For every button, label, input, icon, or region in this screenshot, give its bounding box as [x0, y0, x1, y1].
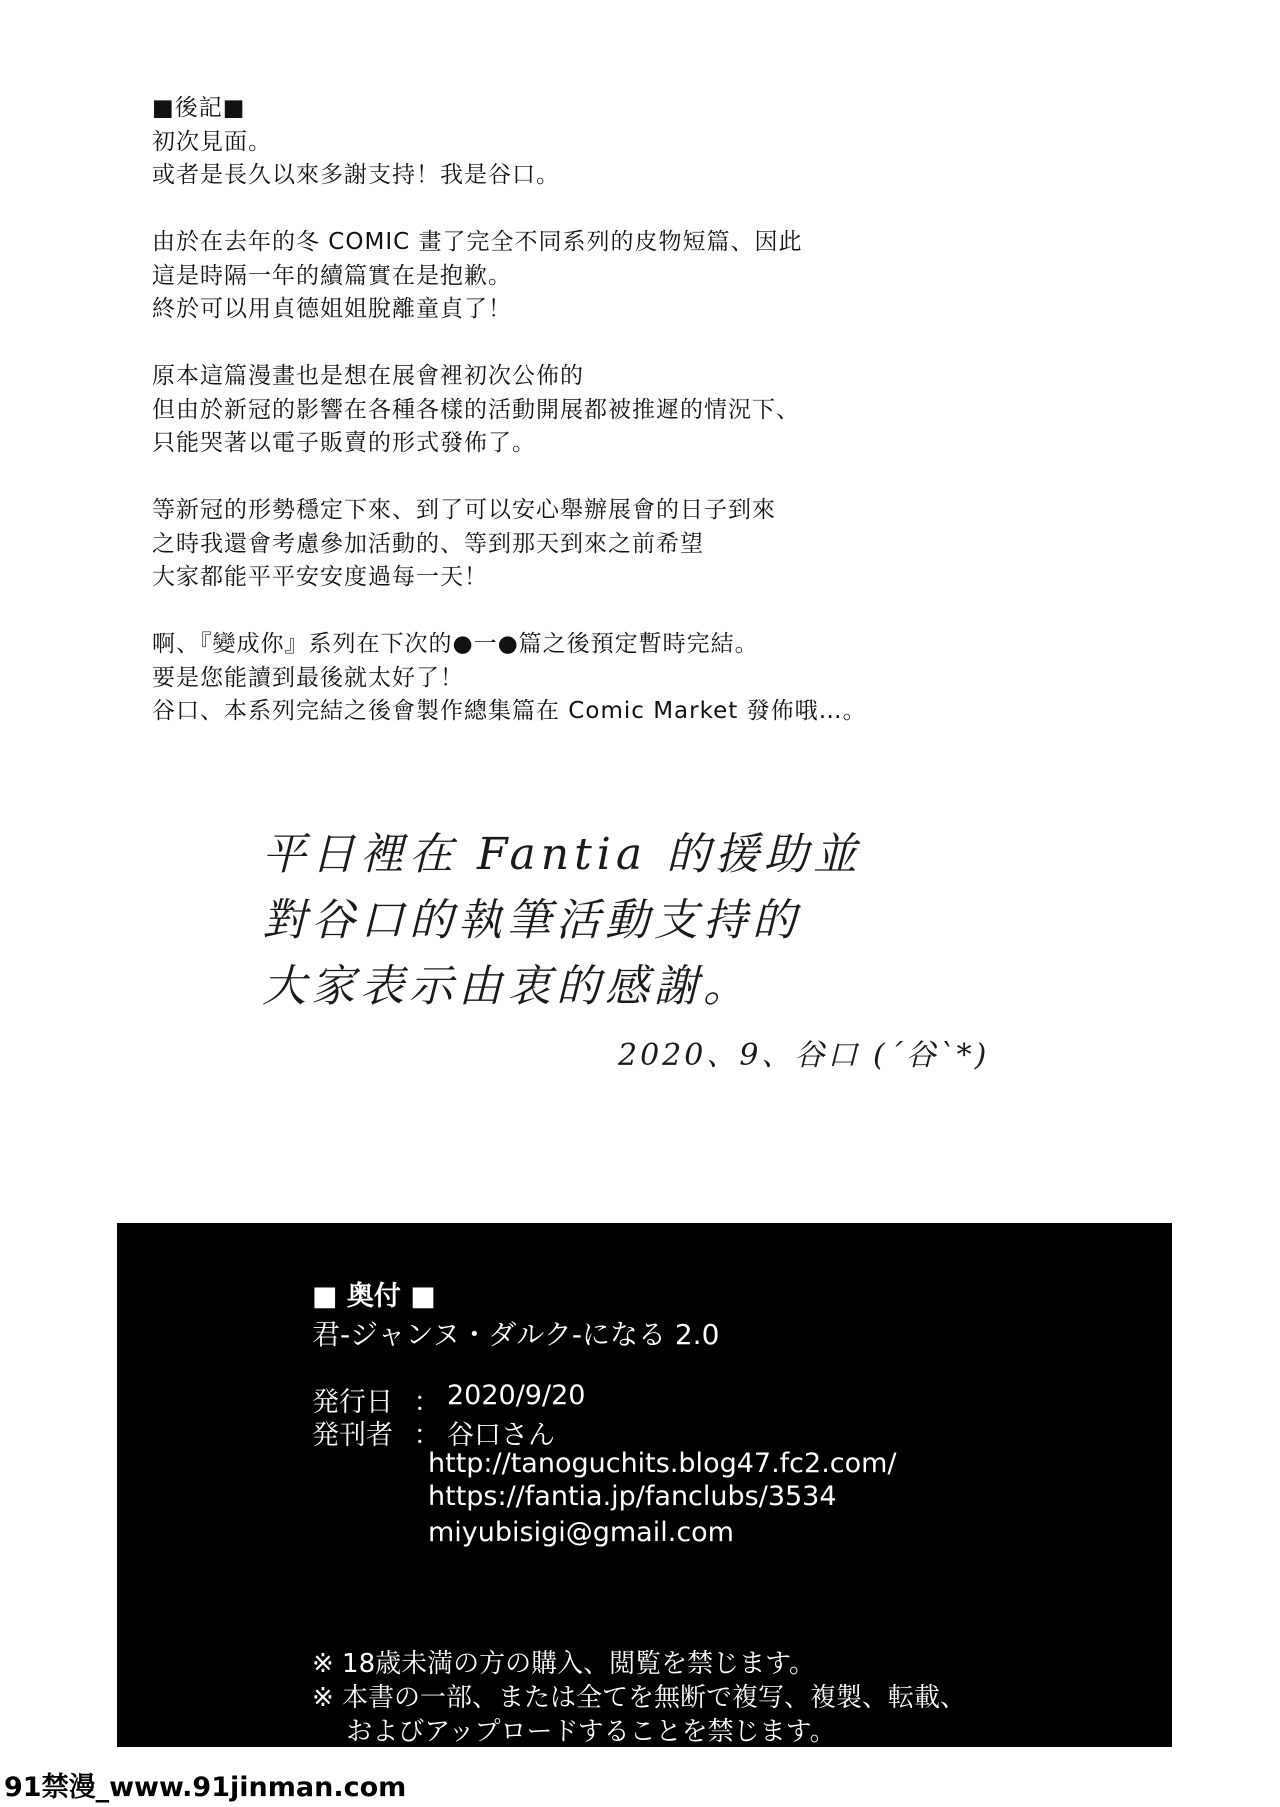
afterword-section [152, 92, 1052, 729]
colophon-heading: ■ 奥付 ■ [312, 1281, 436, 1312]
afterword-line: 谷口、本系列完結之後會製作總集篇在 Comic Market 發佈哦…。 [152, 698, 867, 724]
blog-link[interactable]: http://tanoguchits.blog47.fc2.com/ [428, 1448, 897, 1479]
afterword-line: 之時我還會考慮參加活動的、等到那天到來之前希望 [152, 530, 704, 557]
handwritten-signature: 2020、9、谷口 (´谷`*) [618, 1038, 990, 1073]
email-link[interactable]: miyubisigi@gmail.com [428, 1517, 734, 1548]
site-watermark: 91禁漫_www.91jinman.com [0, 1768, 438, 1807]
separator: ： [413, 1420, 441, 1451]
handwritten-line: 平日裡在 Fantia 的援助並 [262, 829, 863, 880]
afterword-line: 等新冠的形勢穩定下來、到了可以安心舉辦展會的日子到來 [152, 497, 776, 523]
publisher-row [312, 1413, 555, 1452]
fantia-link[interactable]: https://fantia.jp/fanclubs/3534 [428, 1481, 837, 1512]
afterword-line: 由於在去年的冬 COMIC 畫了完全不同系列的皮物短篇、因此 [152, 229, 803, 255]
handwritten-line: 對谷口的執筆活動支持的 [262, 895, 801, 946]
handwritten-line: 大家表示由衷的感謝。 [262, 961, 752, 1012]
afterword-line: 只能哭著以電子販賣的形式發佈了。 [152, 430, 536, 456]
book-title: 君-ジャンヌ・ダルク-になる 2.0 [312, 1318, 720, 1351]
afterword-heading: ■後記■ [152, 95, 246, 121]
publisher-label: 発刊者 [312, 1420, 393, 1451]
afterword-line: 終於可以用貞德姐姐脫離童貞了！ [152, 296, 512, 322]
publisher-value: 谷口さん [447, 1420, 555, 1451]
colophon-box [117, 1223, 1172, 1747]
copyright-notice: ※ 本書の一部、または全てを無断で複写、複製、転載、 [312, 1683, 967, 1713]
paragraph-gap [152, 595, 1052, 629]
handwritten-note [262, 822, 1022, 1020]
afterword-line: 初次見面。 [152, 128, 272, 155]
copyright-notice-continued: およびアップロードすることを禁じます。 [312, 1717, 836, 1747]
paragraph-gap [152, 327, 1052, 361]
afterword-line: 或者是長久以來多謝支持！我是谷口。 [152, 162, 560, 188]
separator: ： [413, 1387, 441, 1418]
afterword-line: 原本這篇漫畫也是想在展會裡初次公佈的 [152, 363, 584, 389]
paragraph-gap [152, 193, 1052, 227]
publish-date-value: 2020/9/20 [447, 1380, 586, 1411]
afterword-line: 啊、『變成你』系列在下次的●一●篇之後預定暫時完結。 [152, 631, 759, 657]
afterword-line: 這是時隔一年的續篇實在是抱歉。 [152, 262, 512, 289]
age-notice: ※ 18歳未満の方の購入、閲覧を禁じます。 [312, 1649, 816, 1679]
publish-date-label: 発行日 [312, 1387, 393, 1418]
afterword-line: 大家都能平平安安度過每一天！ [152, 564, 488, 590]
afterword-line: 要是您能讀到最後就太好了！ [152, 664, 464, 691]
afterword-line: 但由於新冠的影響在各種各樣的活動開展都被推遲的情況下、 [152, 396, 800, 423]
paragraph-gap [152, 461, 1052, 495]
